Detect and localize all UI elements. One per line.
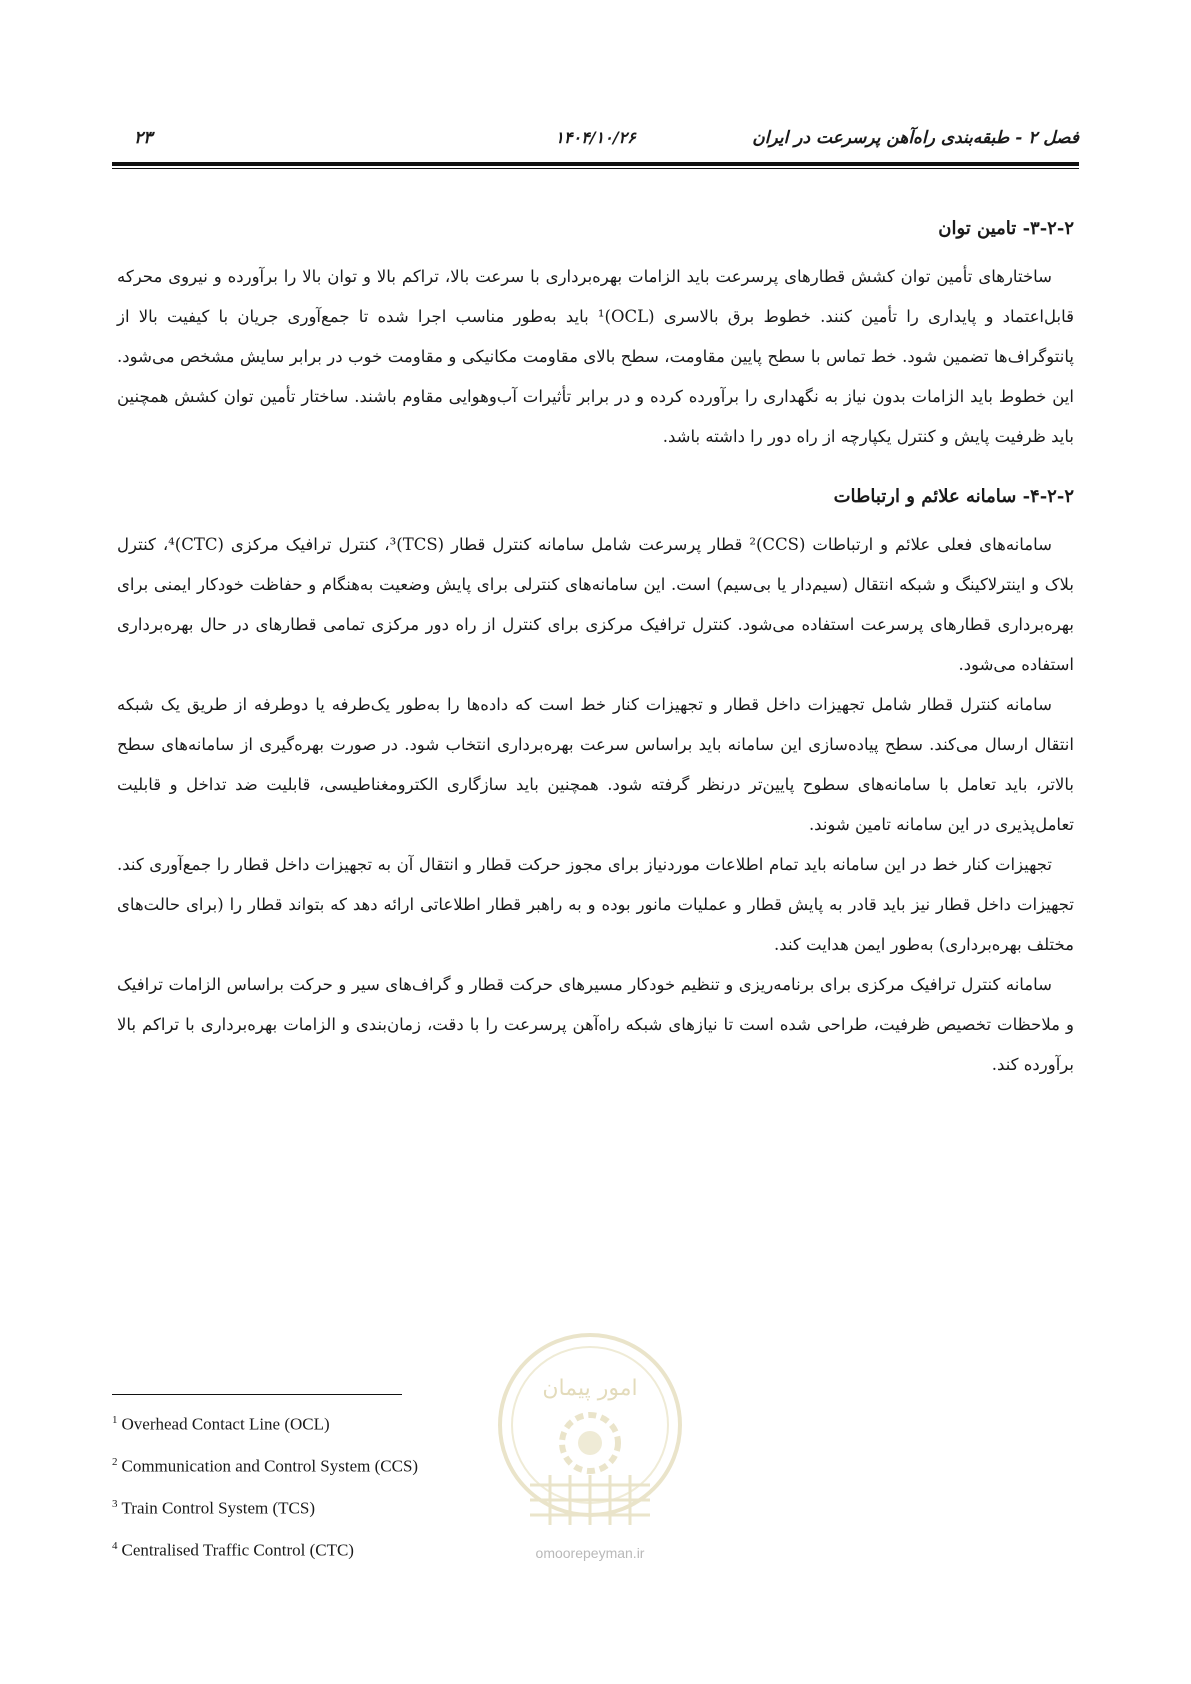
header-rule-thick: [112, 162, 1079, 166]
header-date: ۱۴۰۴/۱۰/۲۶: [555, 128, 636, 147]
paragraph: سامانه کنترل ترافیک مرکزی برای برنامه‌ریزی و تنظیم خودکار مسیرهای حرکت قطار و گراف‌های سیر و حرکت براساس الزامات ترافیک و ملاحظات تخصیص ظرفیت، طراحی شده است تا نیازهای شبکه راه‌آهن پرسرعت را با دقت، زمان‌بندی و الزامات بهره‌برداری با تراکم بالا برآورده کند.: [117, 975, 1074, 1074]
footnotes: [112, 1408, 418, 1576]
watermark-logo-text: امور پیمان: [542, 1376, 638, 1401]
header-rule-thin: [112, 168, 1079, 169]
main-content: [117, 215, 1074, 1085]
watermark-url: omoorepeyman.ir: [535, 1545, 645, 1561]
paragraph: سامانه کنترل قطار شامل تجهیزات داخل قطار و تجهیزات کنار خط است که داده‌ها را به‌طور یک‌طرفه یا دوطرفه از طریق یک شبکه انتقال ارسال می‌کند. سطح پیاده‌سازی این سامانه باید براساس سرعت بهره‌برداری انتخاب شود. در صورت بهره‌گیری از سامانه‌های سطح بالاتر، باید تعامل با سامانه‌های سطوح پایین‌تر درنظر گرفته شود. همچنین باید سازگاری الکترومغناطیسی، قابلیت ضد تداخل و قابلیت تعامل‌پذیری در این سامانه تامین شوند.: [117, 695, 1074, 834]
footnote-separator: [112, 1394, 402, 1395]
page-number: ۲۳: [134, 128, 153, 148]
section-heading-power-supply: ۳-۲-۲- تامین توان: [938, 218, 1074, 239]
paragraph: تجهیزات کنار خط در این سامانه باید تمام اطلاعات موردنیاز برای مجوز حرکت قطار و انتقال آن به تجهیزات داخل قطار را جمع‌آوری کند. تجهیزات داخل قطار نیز باید قادر به پایش قطار و عملیات مانور بوده و به راهبر قطار اطلاعاتی ارائه دهد که بتواند قطار را (برای حالت‌های مختلف بهره‌برداری) به‌طور ایمن هدایت کند.: [117, 855, 1074, 954]
page-header: [112, 128, 1079, 158]
chapter-title: فصل ۲ - طبقه‌بندی راه‌آهن پرسرعت در ایران: [752, 128, 1079, 148]
footnote: $^1$ Overhead Contact Line (OCL): [112, 1414, 330, 1434]
footnote: $^2$ Communication and Control System (CCS): [112, 1456, 419, 1476]
paragraph: ساختارهای تأمین توان کشش قطارهای پرسرعت باید الزامات بهره‌برداری با سرعت بالا، تراکم بالا و توان بالا را برآورده و نیروی محرکه قابل‌اعتماد و پایداری را تأمین کنند. خطوط برق بالاسری (OCL)¹ باید به‌طور مناسب اجرا شده تا جمع‌آوری جریان با کیفیت بالا از پانتوگراف‌ها تضمین شود. خط تماس با سطح پایین مقاومت، سطح بالای مقاومت مکانیکی و مقاومت خوب در برابر سایش مشخص می‌شود. این خطوط باید الزامات بدون نیاز به نگهداری را برآورده کرده و در برابر تأثیرات آب‌وهوایی مقاوم باشند. ساختار تأمین توان کشش همچنین باید ظرفیت پایش و کنترل یکپارچه از راه دور را داشته باشد.: [117, 267, 1075, 446]
watermark-logo-icon: [490, 1325, 690, 1555]
paragraph: سامانه‌های فعلی علائم و ارتباطات (CCS)² قطار پرسرعت شامل سامانه کنترل قطار (TCS)³، کنترل ترافیک مرکزی (CTC)⁴، کنترل بلاک و اینترلاکینگ و شبکه انتقال (سیم‌دار یا بی‌سیم) است. این سامانه‌های کنترلی برای پایش وضعیت به‌هنگام و حفاظت خودکار ایمنی برای بهره‌برداری قطارهای پرسرعت استفاده می‌شود. کنترل ترافیک مرکزی برای کنترل از راه دور مرکزی تمامی قطارهای در حال بهره‌برداری استفاده می‌شود.: [117, 535, 1074, 674]
section-heading-signaling: ۴-۲-۲- سامانه علائم و ارتباطات: [833, 486, 1074, 507]
footnote: $^4$ Centralised Traffic Control (CTC): [112, 1540, 354, 1560]
footnote: $^3$ Train Control System (TCS): [112, 1498, 315, 1518]
